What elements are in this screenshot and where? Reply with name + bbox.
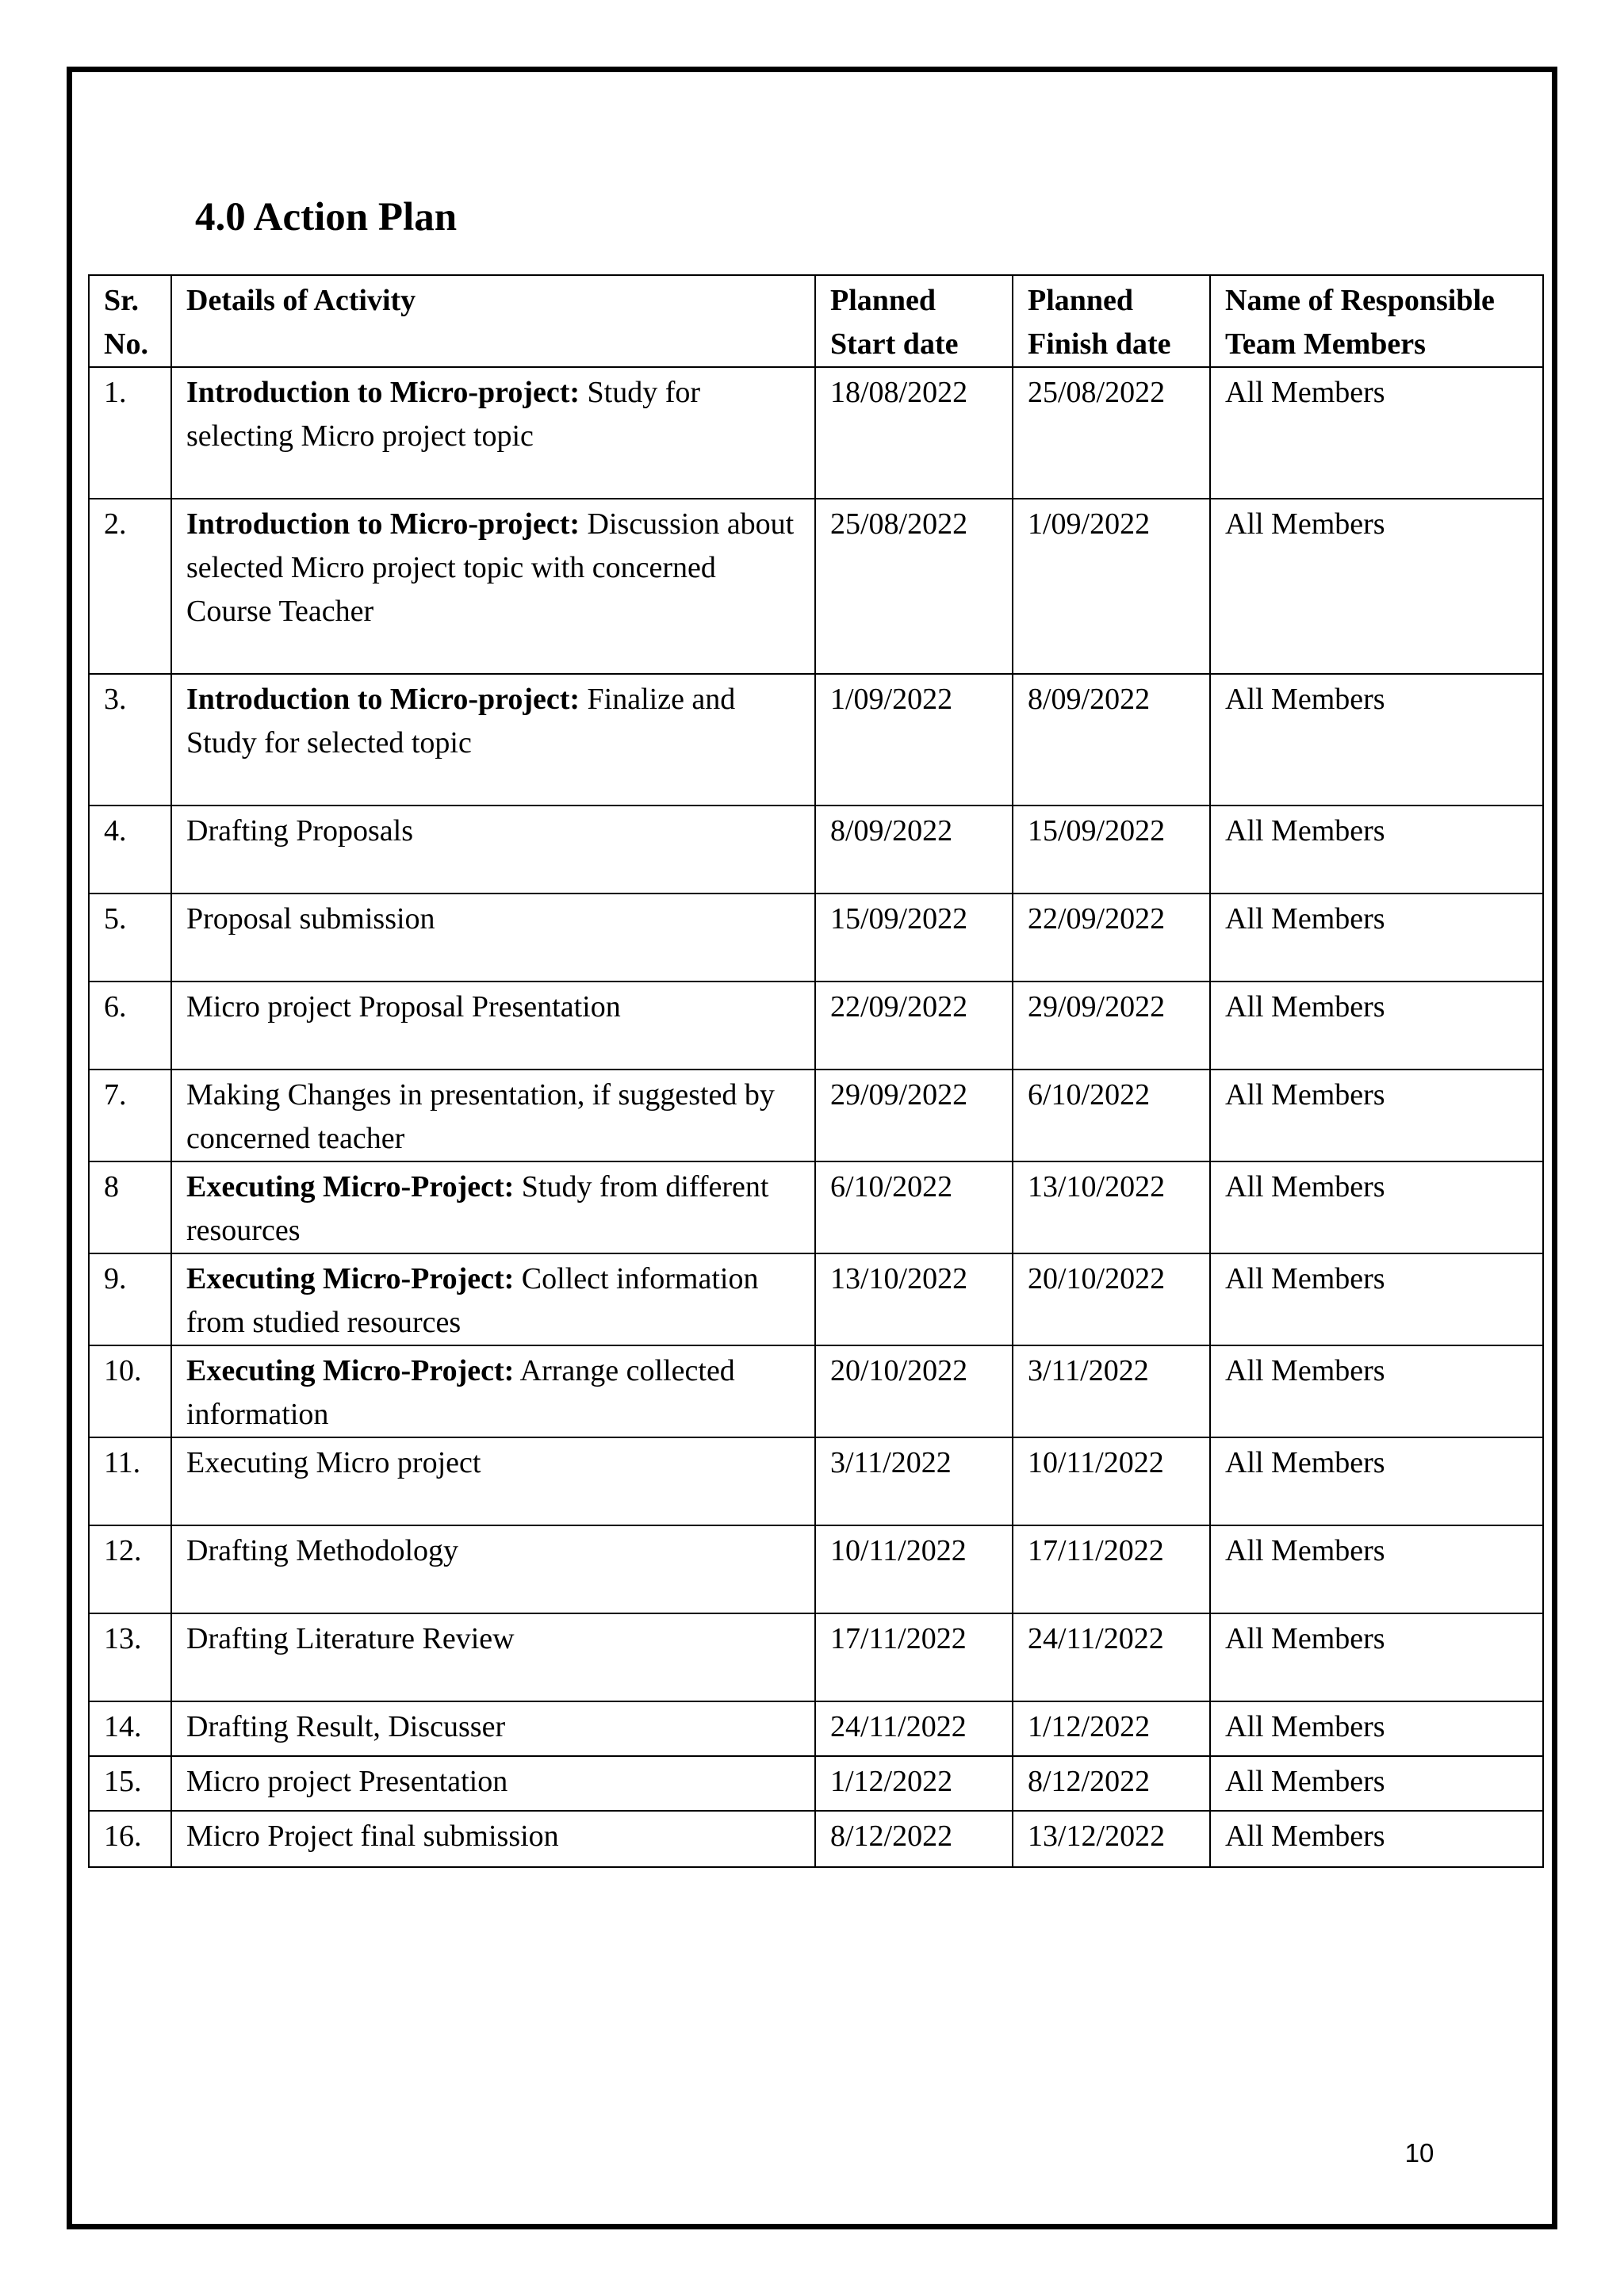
cell-start-date: 18/08/2022 [815, 367, 1013, 499]
cell-responsible: All Members [1210, 674, 1543, 806]
cell-finish-date: 13/10/2022 [1013, 1161, 1210, 1253]
cell-sr-no: 6. [89, 982, 171, 1070]
table-row [89, 1253, 1543, 1345]
table-row [89, 674, 1543, 806]
cell-finish-date: 25/08/2022 [1013, 367, 1210, 499]
table-row [89, 1345, 1543, 1437]
cell-responsible: All Members [1210, 982, 1543, 1070]
header-responsible: Name of Responsible Team Members [1210, 275, 1543, 367]
cell-start-date: 20/10/2022 [815, 1345, 1013, 1437]
cell-start-date: 15/09/2022 [815, 894, 1013, 982]
header-sr-no: Sr. No. [89, 275, 171, 367]
cell-start-date: 17/11/2022 [815, 1613, 1013, 1701]
activity-description: Finalize and Study for selected topic [186, 683, 736, 760]
activity-description: Making Changes in presentation, if suggested by concerned teacher [186, 1078, 775, 1155]
cell-sr-no: 3. [89, 674, 171, 806]
cell-activity [171, 367, 815, 499]
cell-activity [171, 1756, 815, 1811]
header-finish-date: Planned Finish date [1013, 275, 1210, 367]
cell-sr-no: 11. [89, 1437, 171, 1525]
cell-responsible: All Members [1210, 1437, 1543, 1525]
cell-finish-date: 6/10/2022 [1013, 1070, 1210, 1161]
table-row [89, 1756, 1543, 1811]
table-row [89, 982, 1543, 1070]
cell-activity [171, 1811, 815, 1867]
cell-sr-no: 5. [89, 894, 171, 982]
cell-sr-no: 15. [89, 1756, 171, 1811]
cell-finish-date: 8/09/2022 [1013, 674, 1210, 806]
cell-responsible: All Members [1210, 1161, 1543, 1253]
activity-description: Drafting Proposals [186, 814, 414, 848]
table-row [89, 1525, 1543, 1613]
cell-responsible: All Members [1210, 1525, 1543, 1613]
table-row [89, 367, 1543, 499]
table-row [89, 806, 1543, 894]
cell-activity [171, 499, 815, 674]
cell-responsible: All Members [1210, 1613, 1543, 1701]
header-activity: Details of Activity [171, 275, 815, 367]
cell-activity [171, 1525, 815, 1613]
cell-responsible: All Members [1210, 367, 1543, 499]
cell-finish-date: 8/12/2022 [1013, 1756, 1210, 1811]
table-row [89, 894, 1543, 982]
cell-start-date: 8/12/2022 [815, 1811, 1013, 1867]
activity-phase-label: Executing Micro-Project: [186, 1170, 515, 1203]
cell-start-date: 10/11/2022 [815, 1525, 1013, 1613]
cell-start-date: 13/10/2022 [815, 1253, 1013, 1345]
activity-phase-label: Introduction to Micro-project: [186, 683, 580, 716]
cell-finish-date: 10/11/2022 [1013, 1437, 1210, 1525]
cell-start-date: 1/09/2022 [815, 674, 1013, 806]
activity-description: Arrange collected information [186, 1354, 735, 1431]
activity-description: Micro Project final submission [186, 1820, 559, 1853]
cell-start-date: 3/11/2022 [815, 1437, 1013, 1525]
table-row [89, 1437, 1543, 1525]
activity-description: Study from different resources [186, 1170, 769, 1247]
activity-description: Drafting Methodology [186, 1534, 459, 1567]
activity-phase-label: Introduction to Micro-project: [186, 376, 580, 409]
cell-finish-date: 22/09/2022 [1013, 894, 1210, 982]
cell-finish-date: 24/11/2022 [1013, 1613, 1210, 1701]
cell-start-date: 8/09/2022 [815, 806, 1013, 894]
header-start-date: Planned Start date [815, 275, 1013, 367]
table-row [89, 499, 1543, 674]
activity-description: Discussion about selected Micro project topic with concerned Course Teacher [186, 507, 795, 628]
table-body [89, 367, 1543, 1867]
activity-description: Executing Micro project [186, 1446, 481, 1479]
cell-activity [171, 894, 815, 982]
cell-start-date: 1/12/2022 [815, 1756, 1013, 1811]
cell-sr-no: 13. [89, 1613, 171, 1701]
cell-activity [171, 1161, 815, 1253]
cell-activity [171, 806, 815, 894]
cell-finish-date: 13/12/2022 [1013, 1811, 1210, 1867]
activity-description: Collect information from studied resources [186, 1262, 759, 1339]
page-number: 10 [1404, 2138, 1434, 2168]
activity-description: Drafting Literature Review [186, 1622, 515, 1655]
cell-finish-date: 3/11/2022 [1013, 1345, 1210, 1437]
table-header-row [89, 275, 1543, 367]
cell-activity [171, 1070, 815, 1161]
cell-start-date: 24/11/2022 [815, 1701, 1013, 1756]
table-row [89, 1161, 1543, 1253]
cell-responsible: All Members [1210, 1345, 1543, 1437]
cell-sr-no: 7. [89, 1070, 171, 1161]
activity-description: Drafting Result, Discusser [186, 1710, 506, 1743]
action-plan-table [88, 274, 1544, 1868]
cell-sr-no: 8 [89, 1161, 171, 1253]
cell-responsible: All Members [1210, 1701, 1543, 1756]
cell-finish-date: 20/10/2022 [1013, 1253, 1210, 1345]
cell-sr-no: 1. [89, 367, 171, 499]
table-row [89, 1070, 1543, 1161]
activity-description: Micro project Proposal Presentation [186, 990, 621, 1024]
activity-phase-label: Introduction to Micro-project: [186, 507, 580, 541]
activity-description: Proposal submission [186, 902, 435, 936]
activity-description: Study for selecting Micro project topic [186, 376, 701, 453]
cell-activity [171, 1701, 815, 1756]
cell-responsible: All Members [1210, 1253, 1543, 1345]
table-row [89, 1701, 1543, 1756]
cell-responsible: All Members [1210, 1811, 1543, 1867]
cell-activity [171, 1345, 815, 1437]
cell-sr-no: 16. [89, 1811, 171, 1867]
cell-finish-date: 1/09/2022 [1013, 499, 1210, 674]
cell-finish-date: 15/09/2022 [1013, 806, 1210, 894]
table-row [89, 1613, 1543, 1701]
cell-sr-no: 10. [89, 1345, 171, 1437]
cell-sr-no: 12. [89, 1525, 171, 1613]
cell-responsible: All Members [1210, 499, 1543, 674]
cell-sr-no: 14. [89, 1701, 171, 1756]
cell-finish-date: 29/09/2022 [1013, 982, 1210, 1070]
cell-responsible: All Members [1210, 894, 1543, 982]
cell-activity [171, 1253, 815, 1345]
cell-start-date: 29/09/2022 [815, 1070, 1013, 1161]
cell-start-date: 6/10/2022 [815, 1161, 1013, 1253]
cell-start-date: 22/09/2022 [815, 982, 1013, 1070]
cell-responsible: All Members [1210, 1070, 1543, 1161]
cell-activity [171, 1437, 815, 1525]
cell-finish-date: 17/11/2022 [1013, 1525, 1210, 1613]
cell-sr-no: 2. [89, 499, 171, 674]
cell-activity [171, 1613, 815, 1701]
page-title: 4.0 Action Plan [195, 195, 458, 239]
cell-activity [171, 982, 815, 1070]
cell-activity [171, 674, 815, 806]
cell-finish-date: 1/12/2022 [1013, 1701, 1210, 1756]
activity-phase-label: Executing Micro-Project: [186, 1354, 515, 1387]
cell-sr-no: 4. [89, 806, 171, 894]
table-row [89, 1811, 1543, 1867]
cell-responsible: All Members [1210, 806, 1543, 894]
cell-responsible: All Members [1210, 1756, 1543, 1811]
activity-description: Micro project Presentation [186, 1765, 508, 1798]
cell-start-date: 25/08/2022 [815, 499, 1013, 674]
activity-phase-label: Executing Micro-Project: [186, 1262, 515, 1295]
cell-sr-no: 9. [89, 1253, 171, 1345]
